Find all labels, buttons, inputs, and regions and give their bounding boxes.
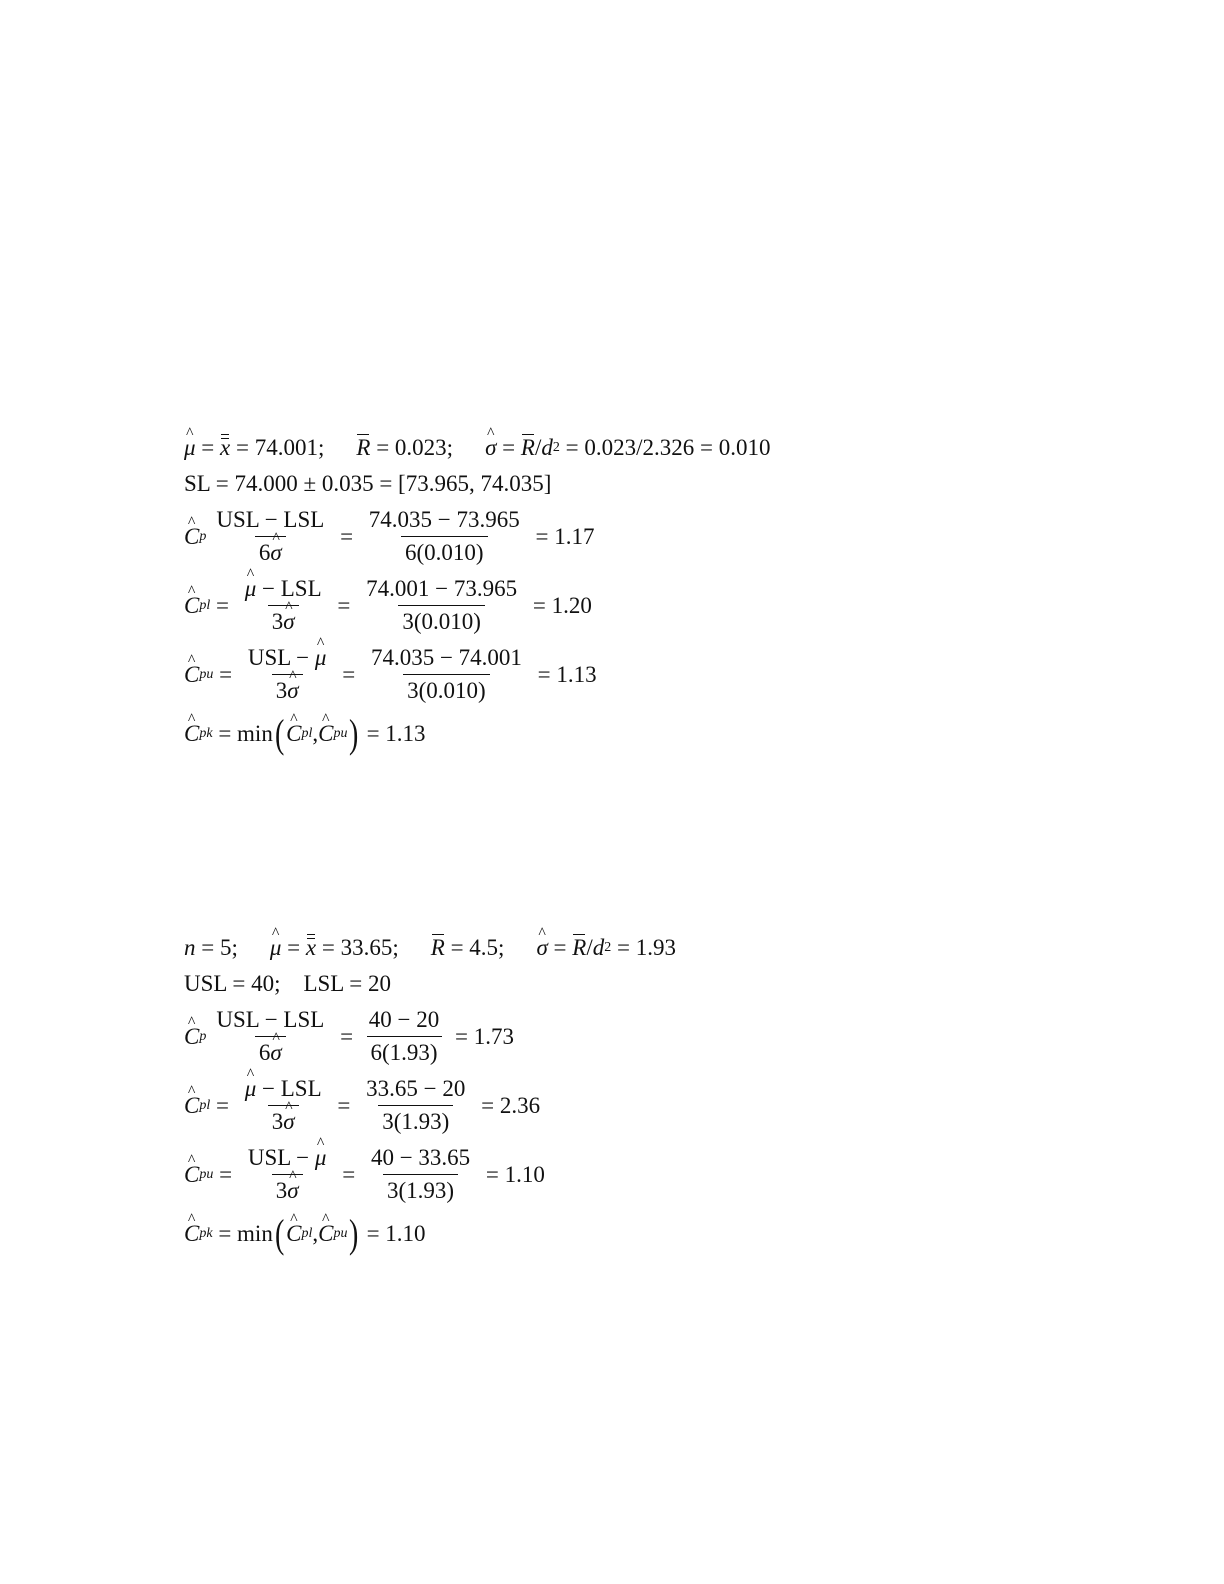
cpu-substituted-fraction: $\frac{74.035 - 74.001}{3(0.010)}$ [367,643,526,706]
cpu-fraction: $\frac{\text{USL − \textasciicircum{} μ}}{3\^{} \sigma}$ [244,1143,331,1206]
cp-equation: ^ C p $\frac{\text{USL − LSL}}{6\^{} \sigma}$ = $\frac{74.035 - 73.965}{6(0.010)}$ = 1.17 [184,502,770,571]
cpl-substituted-fraction: $\frac{74.001 - 73.965}{3(0.010)}$ [362,574,521,637]
cp-fraction: $\frac{\text{USL − LSL}}{6\^{} \sigma}$ [212,1005,328,1068]
cpu-equation: ^ C pu = $\frac{\text{USL − \textasciicircum{} μ}}{3\^{} \sigma}$ = $\frac{40 - 33.65}{3(1.93)}$ = 1.10 [184,1140,676,1209]
x-double-bar-symbol: x [306,930,316,966]
cpl-equation: ^ C pl = ^ $\frac{\text{μ − LSL}}{3\^{} \sigma}$ = $\frac{33.65 - 20}{3(1.93)}$ = 2.36 [184,1071,676,1140]
mu-hat-symbol: ^ μ [270,930,282,966]
cp-value: 1.73 [473,1023,515,1049]
cpk-equation: ^ C pk = min ( ^ C pl , ^ C pu ) = 1.13 [184,709,770,759]
cpu-fraction: $\frac{\text{USL − \textasciicircum{} μ}}{3\^{} \sigma}$ [244,643,331,706]
estimates-line: n = 5 ; ^ μ = x = 33.65 ; R = 4.5 ; ^ σ = R / d 2 = 1.93 [184,930,676,966]
sigma-calc: 0.023/2.326 [584,435,695,460]
x-double-bar-symbol: x [220,430,230,466]
r-bar-symbol: R [431,930,445,966]
r-bar-symbol: R [356,430,370,466]
mu-value: 33.65 [340,935,393,960]
cpl-fraction: ^ $\frac{\text{μ − LSL}}{3\^{} \sigma}$ [241,574,326,637]
cpk-value: 1.10 [385,1221,426,1246]
n-value: 5 [219,935,232,960]
solution-block-2 [184,930,676,1259]
sigma-hat-symbol: ^ σ [485,430,496,466]
estimates-line: ^ μ = x = 74.001 ; R = 0.023 ; ^ σ = R / d 2 = 0.023/2.326 = 0.010 [184,430,770,466]
cpu-value: 1.13 [556,661,597,687]
rbar-value: 0.023 [394,435,447,460]
cp-fraction: $\frac{\text{USL − LSL}}{6\^{} \sigma}$ [212,505,328,568]
cpl-value: 2.36 [499,1092,541,1118]
rbar-value: 4.5 [469,935,499,960]
sigma-value: 1.93 [635,935,676,960]
mu-hat-symbol: ^ μ [184,430,196,466]
cp-substituted-fraction: $\frac{40 - 20}{6(1.93)}$ [365,1005,443,1068]
cpl-fraction: ^ $\frac{\text{μ − LSL}}{3\^{} \sigma}$ [241,1074,326,1137]
mu-value: 74.001 [254,435,318,460]
sigma-hat-symbol: ^ σ [536,930,547,966]
solution-block-1 [184,430,770,759]
cpl-value: 1.20 [551,592,592,618]
cpk-equation: ^ C pk = min ( ^ C pl , ^ C pu ) = 1.10 [184,1209,676,1259]
cpk-value: 1.13 [385,721,426,746]
cpl-equation: ^ C pl = ^ $\frac{\text{μ − LSL}}{3\^{} \sigma}$ = $\frac{74.001 - 73.965}{3(0.010)}$ = 1.20 [184,571,770,640]
cpu-value: 1.10 [504,1161,545,1187]
spec-limits-line: USL = 40; LSL = 20 [184,971,391,996]
sigma-value: 0.010 [718,435,771,460]
cp-equation: ^ C p $\frac{\text{USL − LSL}}{6\^{} \sigma}$ = $\frac{40 - 20}{6(1.93)}$ = 1.73 [184,1002,676,1071]
cp-value: 1.17 [554,523,595,549]
cpl-substituted-fraction: $\frac{33.65 - 20}{3(1.93)}$ [362,1074,469,1137]
cpu-equation: ^ C pu = $\frac{\text{USL − \textasciicircum{} μ}}{3\^{} \sigma}$ = $\frac{74.035 - 74.001}{3(0.010)}$ = 1.13 [184,640,770,709]
spec-limits-line: SL = 74.000 ± 0.035 = [73.965, 74.035] [184,471,552,496]
cpu-substituted-fraction: $\frac{40 - 33.65}{3(1.93)}$ [367,1143,474,1206]
cp-substituted-fraction: $\frac{74.035 - 73.965}{6(0.010)}$ [365,505,524,568]
